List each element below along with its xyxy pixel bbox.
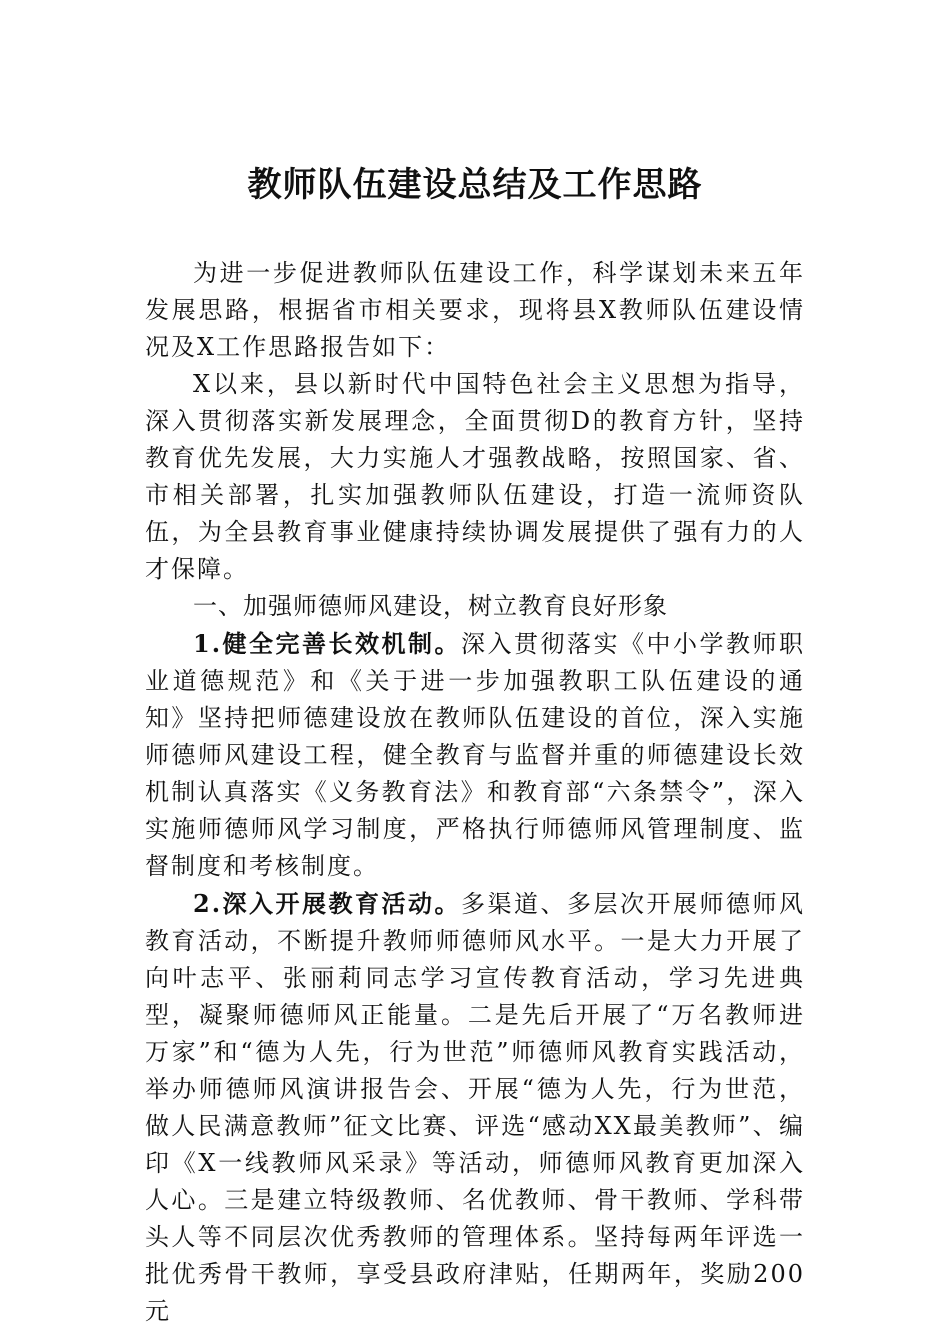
intro-paragraph: 为进一步促进教师队伍建设工作，科学谋划未来五年发展思路，根据省市相关要求，现将县X教师队伍建设情况及X工作思路报告如下： <box>145 259 805 361</box>
overview-paragraph: X以来，县以新时代中国特色社会主义思想为指导，深入贯彻落实新发展理念，全面贯彻D的教育方针，坚持教育优先发展，大力实施人才强教战略，按照国家、省、市相关部署，扎实加强教师队伍建设，打造一流师资队伍，为全县教育事业健康持续协调发展提供了强有力的人才保障。 <box>145 370 805 583</box>
item-lead-1: 1.健全完善长效机制。 <box>193 629 462 658</box>
item-text-1: 深入贯彻落实《中小学教师职业道德规范》和《关于进一步加强教职工队伍建设的通知》坚持把师德建设放在教师队伍建设的首位，深入实施师德师风建设工程，健全教育与监督并重的师德建设长效机制认真落实《义务教育法》和教育部“六条禁令”，深入实施师德师风学习制度，严格执行师德师风管理制度、监督制度和考核制度。 <box>145 630 805 880</box>
item-paragraph-2 <box>145 885 805 1330</box>
item-lead-2: 2.深入开展教育活动。 <box>193 889 462 918</box>
document-body <box>145 255 805 1330</box>
document-title: 教师队伍建设总结及工作思路 <box>247 165 703 205</box>
section-heading-1: 一、加强师德师风建设，树立教育良好形象 <box>193 592 668 620</box>
item-text-2: 多渠道、多层次开展师德师风教育活动，不断提升教师师德师风水平。一是大力开展了向叶志平、张丽莉同志学习宣传教育活动，学习先进典型，凝聚师德师风正能量。二是先后开展了“万名教师进万家”和“德为人先，行为世范”师德师风教育实践活动，举办师德师风演讲报告会、开展“德为人先，行为世范，做人民满意教师”征文比赛、评选“感动XX最美教师”、编印《X一线教师风采录》等活动，师德师风教育更加深入人心。三是建立特级教师、名优教师、骨干教师、学科带头人等不同层次优秀教师的管理体系。坚持每两年评选一批优秀骨干教师，享受县政府津贴，任期两年，奖励200元 <box>145 890 805 1325</box>
item-paragraph-1 <box>145 625 805 885</box>
